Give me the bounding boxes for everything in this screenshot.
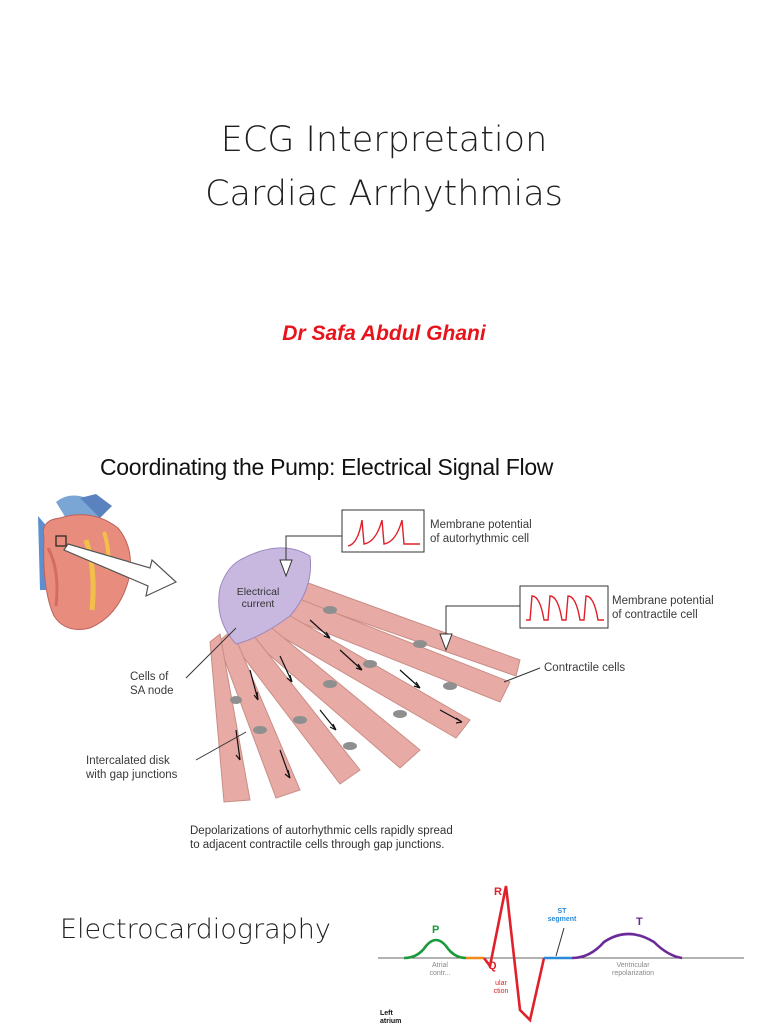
r-label: R [494,886,502,898]
heart-icon [38,494,176,630]
signal-flow-illustration [0,420,768,870]
figure-caption: Depolarizations of autorhythmic cells rapidly spread to adjacent contractile cells through gap junctions. [190,825,453,851]
slide-heading: Electrocardiography [60,914,331,945]
left-atrium-label: Left atrium [380,1010,402,1025]
signal-flow-slide [0,420,768,870]
qrs-sub-label: ular ction [493,980,509,995]
t-label: T [636,916,643,928]
author-name: Dr Safa Abdul Ghani [282,322,486,345]
slide-heading: Coordinating the Pump: Electrical Signal Flow [100,454,554,480]
q-label: Q [488,960,497,972]
p-wave [404,940,466,958]
atrial-label: Atrial contr... [429,962,451,977]
electrocardiography-slide [0,870,768,1024]
t-wave [572,934,682,958]
qrs-complex [484,886,544,1020]
ecg-waveform [0,870,768,1024]
label-membrane-contractile: Membrane potential of contractile cell [612,595,714,621]
ventricular-label: Ventricular repolarization [611,962,655,977]
label-membrane-auto: Membrane potential of autorhythmic cell [430,519,532,545]
label-intercalated-disk: Intercalated disk with gap junctions [86,755,178,781]
title-line-1: ECG Interpretation [220,120,548,160]
label-contractile-cells: Contractile cells [544,662,626,674]
label-sa-node: Cells of SA node [130,671,174,697]
label-electrical-current: Electrical current [236,586,280,610]
st-segment-label: ST segment [547,908,577,923]
p-label: P [432,924,440,936]
title-slide [0,0,768,420]
title-line-2: Cardiac Arrhythmias [205,174,563,214]
